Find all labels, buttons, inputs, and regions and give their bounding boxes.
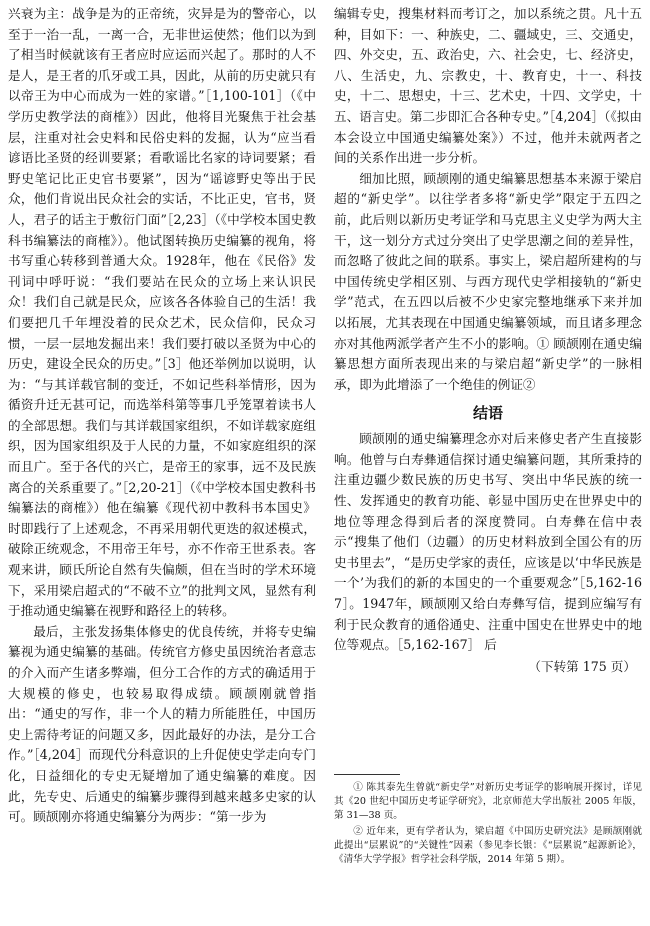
footnote-2: ② 近年来，更有学者认为，梁启超《中国历史研究法》是顾颉刚就此提出“层累说”的“关键性”因素（参见李长银：《“层累说”起源新论》，《清华大学学报》哲学社会科学版，2014 年第 5 期）。 [334, 825, 642, 865]
body-paragraph-1: 兴衰为主：战争是为的正帝统，灾异是为的警帝心，以至于一治一乱，一离一合，无非世运使然；他们以为到了相当时候就该有王者应时应运而兴起了。那时的人不是人，是王者的爪牙或工具，因此，从前的历史就只有以帝王为中心而成为一姓的家谱。”［1,100-101］（《中学历史教学法的商榷》）因此，他将目光聚焦于社会基层，注重对社会史料和民俗史料的发掘，认为“应当看谚语比圣贤的经训要紧；看歌谣比名家的诗词要紧；看野史笔记比正史官书要紧”，因为“谣谚野史等出于民众，他们肯说出民众社会的实话，不比正史，官书，贤人，君子的话主于敷衍门面”［2,23］（《中学校本国史教科书编纂法的商榷》）。他试图转换历史编纂的视角，将书写重心转移到普通大众。1928年，他在《民俗》发刊词中呼吁说：“我们要站在民众的立场上来认识民众！我们自己就是民众，应该各各体验自己的生活！我们要把几千年埋没着的民众艺术，民众信仰，民众习惯，一层一层地发掘出来！我们要打破以圣贤为中心的历史，建设全民众的历史。”［3］他还举例加以说明，认为：“与其详载官制的变迁，不如记些科举情形，因为循资升迁无甚可记，而选举科第等事几乎笼罩着读书人的全部思想。我们与其详载国家组织，不如详载家庭组织，因为国家组织及于人民的力量，不如家庭组织的深而且广。至于各代的兴亡，是帝王的家事，远不及民族离合的关系重要了。”［2,20-21］（《中学校本国史教科书编纂法的商榷》）他在编纂《现代初中教科书本国史》时即践行了上述观念，不再采用朝代更迭的叙述模式，破除正统观念，不用帝王年号，亦不作帝王世系表。客观来讲，顾氏所论自然有失偏颇，但在当时的学术环境下，采用梁启超式的“不破不立”的批判文风，显然有利于推动通史编纂在视野和路径上的转移。 [8, 6, 316, 619]
left-column [8, 4, 316, 828]
right-column [334, 4, 642, 869]
body-paragraph-5: 顾颉刚的通史编纂理念亦对后来修史者产生直接影响。他曾与白寿彝通信探讨通史编纂问题，其所秉持的注重边疆少数民族的历史书写、突出中华民族的统一性、发挥通史的教育功能、彰显中国历史在世界史中的地位等理念得到后者的深度赞同。白寿彝在信中表示“搜集了他们（边疆）的历史材料放到全国公有的历史书里去”，“是历史学家的责任，应该是以‘中华民族是一个’为我们的新的本国史的一个重要观念”［5,162-167］。1947年，顾颉刚又给白寿彝写信，提到应编写有利于民众教育的通俗通史、注重中国史在世界史中的地位等观点。［5,162-167］ 后 [334, 431, 642, 653]
body-paragraph-2: 最后，主张发扬集体修史的优良传统，并将专史编纂视为通史编纂的基础。传统官方修史虽因统治者意志的介入而产生诸多弊端，但分工合作的方式的确适用于大规模的修史，也较易取得成绩。顾颉刚就曾指出：“通史的写作，非一个人的精力所能胜任，中国历史上需待考证的问题又多，因此最好的办法，是分工合作。”［4,204］而现代分科意识的上升促使史学走向专门化，日益细化的专史无疑增加了通史编纂的难度。因此，先专史、后通史的编纂步骤得到越来越多史家的认可。顾颉刚亦将通史编纂分为两步：“第一步为 [8, 623, 316, 825]
section-heading-conclusion: 结语 [472, 404, 503, 423]
continued-on-page-note: （下转第 175 页） [528, 658, 636, 674]
body-paragraph-4: 细加比照，顾颉刚的通史编纂思想基本来源于梁启超的“新史学”。以往学者多将“新史学”限定于五四之前，此后则以新历史考证学和马克思主义史学为两大主干，这一划分方式过分突出了史学思潮之间的差异性，而忽略了彼此之间的联系。事实上，梁启超所建构的与中国传统史学相区别、与西方现代史学相接轨的“新史学”范式，在五四以后被不少史家完整地继承下来并加以拓展，尤其表现在中国通史编纂领域，而且诸多理念亦对其他两派学者产生不小的影响。① 顾颉刚在通史编纂思想方面所表现出来的与梁启超“新史学”的一脉相承，即为此增添了一个绝佳的例证② [334, 170, 642, 392]
footnote-divider [334, 774, 400, 775]
body-paragraph-3: 编辑专史，搜集材料而考订之，加以系统之贯。凡十五种，目如下：一、种族史，二、疆域史，三、交通史，四、外交史，五、政治史，六、社会史，七、经济史，八、生活史，九、宗教史，十、教育史，十一、科技史，十二、思想史，十三、艺术史，十四、文学史，十五、语言史。第二步即汇合各种专史。”［4,204］（《拟由本会设立中国通史编纂处案》）不过，他并未就两者之间的关系作出进一步分析。 [334, 6, 642, 166]
footnote-1: ① 陈其泰先生曾就“新史学”对新历史考证学的影响展开探讨，详见其《20 世纪中国历史考证学研究》，北京师范大学出版社 2005 年版，第 31—38 页。 [334, 781, 642, 821]
